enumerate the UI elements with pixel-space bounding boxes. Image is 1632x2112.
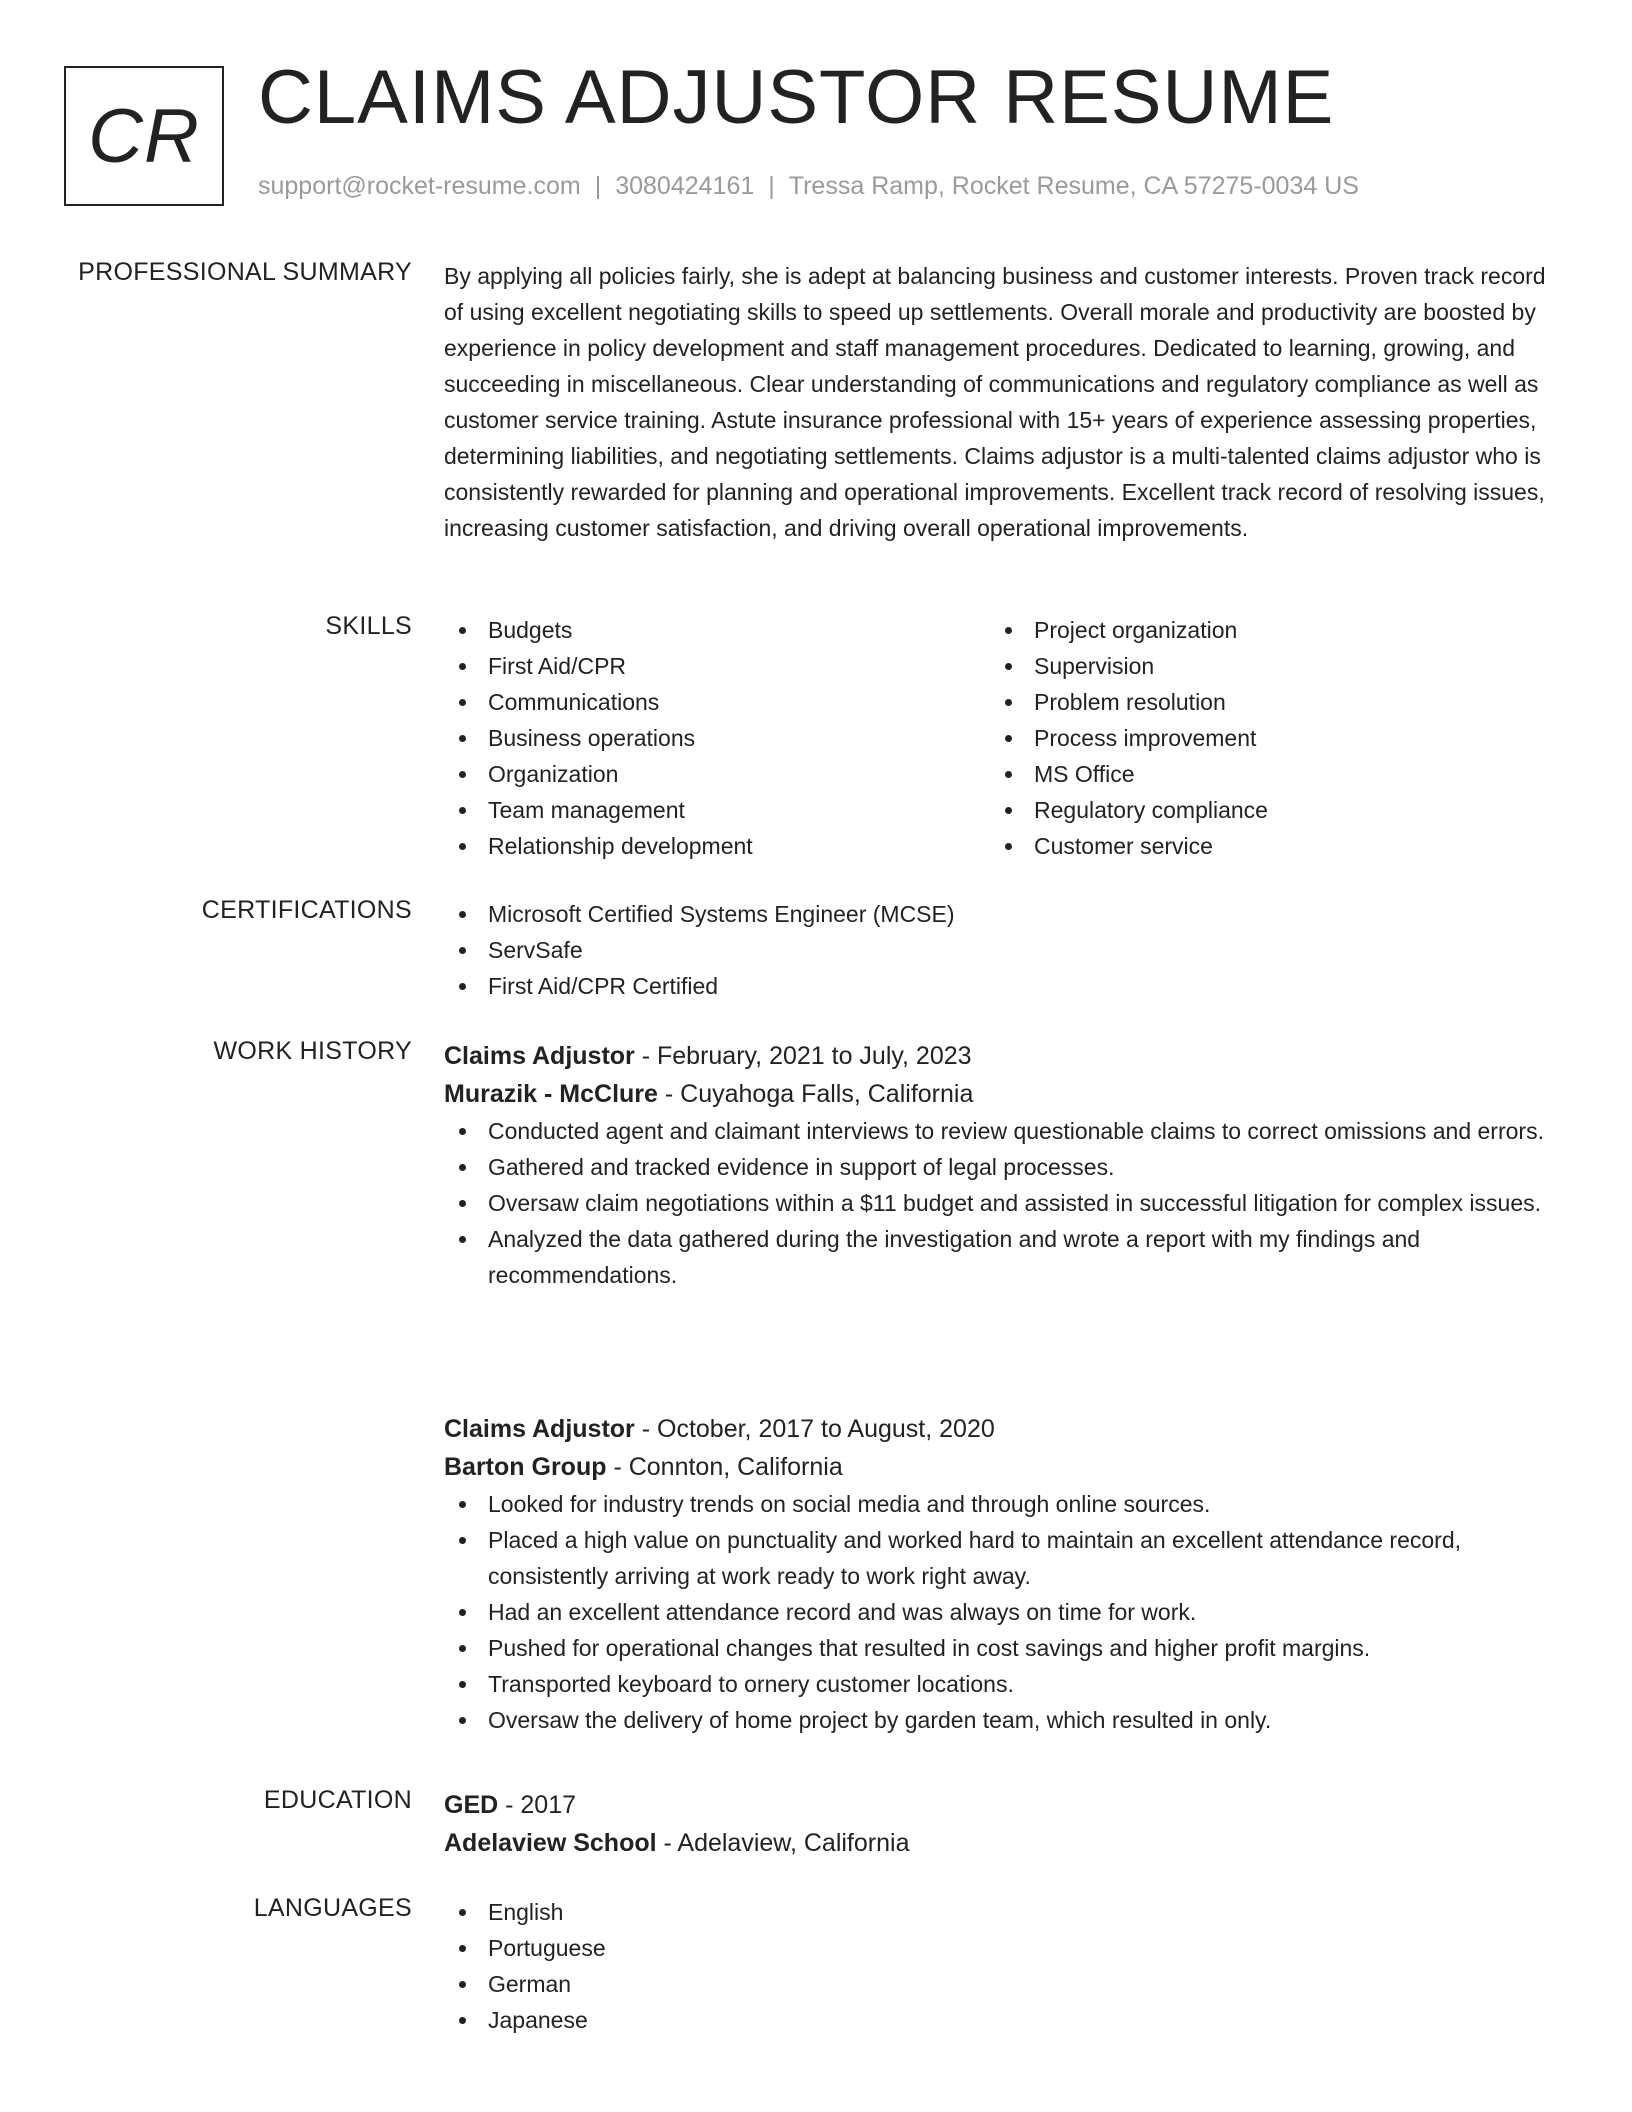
skill-item: Process improvement [990, 720, 1536, 756]
summary-text: By applying all policies fairly, she is adept at balancing business and customer interests. Proven track record of using excellent negotiating skills to speed up settlements. Overall morale and productivity are boosted by experience in policy development and staff management procedures. Dedicated to learning, growing, and succeeding in miscellaneous. Clear understanding of communications and regulatory compliance as well as customer service training. Astute insurance professional with 15+ years of experience assessing properties, determining liabilities, and negotiating settlements. Claims adjustor is a multi-talented claims adjustor who is consistently rewarded for planning and operational improvements. Excellent track record of resolving issues, increasing customer satisfaction, and driving overall operational improvements. [444, 263, 1546, 541]
section-label-education: EDUCATION [263, 1786, 412, 1814]
skill-item: Communications [444, 684, 990, 720]
language-item: English [444, 1894, 1556, 1930]
job-duty-item: Oversaw the delivery of home project by garden team, which resulted in only. [444, 1702, 1556, 1738]
job-duty-item: Transported keyboard to ornery customer locations. [444, 1666, 1556, 1702]
job-title-line [444, 1037, 1556, 1075]
skills-column-left [444, 612, 990, 864]
work-history-body [444, 1037, 1556, 1293]
skills-body [444, 612, 1556, 864]
job-duty-item: Oversaw claim negotiations within a $11 budget and assisted in successful litigation for complex issues. [444, 1185, 1556, 1221]
skills-column-right [990, 612, 1536, 864]
section-label-skills: SKILLS [325, 612, 412, 640]
skill-item: Organization [444, 756, 990, 792]
degree-line [444, 1786, 1556, 1824]
job-company: Murazik - McClure [444, 1080, 658, 1108]
job-company-line [444, 1075, 1556, 1113]
job-location: - Cuyahoga Falls, California [657, 1080, 974, 1108]
skill-item: Project organization [990, 612, 1536, 648]
job-title-line [444, 1410, 1556, 1448]
skill-item: Customer service [990, 828, 1536, 864]
address: Tressa Ramp, Rocket Resume, CA 57275-0034 US [788, 172, 1359, 200]
job-duties [444, 1113, 1556, 1293]
section-label-languages: LANGUAGES [253, 1894, 412, 1922]
school-location: - Adelaview, California [656, 1829, 910, 1857]
contact-separator: | [768, 172, 775, 200]
certification-item: Microsoft Certified Systems Engineer (MCSE) [444, 896, 1556, 932]
job-entry [444, 1037, 1556, 1293]
contact-line [258, 172, 1359, 201]
degree-year: - 2017 [498, 1791, 577, 1819]
language-item: German [444, 1966, 1556, 2002]
job-duty-item: Conducted agent and claimant interviews to review questionable claims to correct omissions and errors. [444, 1113, 1556, 1149]
skill-item: Business operations [444, 720, 990, 756]
skill-item: Supervision [990, 648, 1536, 684]
job-entry [444, 1410, 1556, 1738]
skill-item: First Aid/CPR [444, 648, 990, 684]
skill-item: Relationship development [444, 828, 990, 864]
language-item: Portuguese [444, 1930, 1556, 1966]
certification-item: First Aid/CPR Certified [444, 968, 1556, 1004]
email-link[interactable]: support@rocket-resume.com [258, 172, 581, 200]
languages-body [444, 1894, 1556, 2038]
education-body [444, 1786, 1556, 1862]
job-location: - Connton, California [606, 1453, 843, 1481]
phone-number: 3080424161 [615, 172, 755, 200]
section-label-summary: PROFESSIONAL SUMMARY [78, 258, 412, 286]
job-company-line [444, 1448, 1556, 1486]
school-line [444, 1824, 1556, 1862]
skill-item: MS Office [990, 756, 1536, 792]
contact-separator: | [594, 172, 602, 200]
skill-item: Budgets [444, 612, 990, 648]
certification-item: ServSafe [444, 932, 1556, 968]
work-history-body-2 [444, 1410, 1556, 1738]
certifications-body [444, 896, 1556, 1004]
job-title: Claims Adjustor [444, 1415, 635, 1443]
skill-item: Regulatory compliance [990, 792, 1536, 828]
section-label-certifications: CERTIFICATIONS [201, 896, 412, 924]
degree: GED [444, 1791, 499, 1819]
language-item: Japanese [444, 2002, 1556, 2038]
school-name: Adelaview School [444, 1829, 657, 1857]
section-label-work-history: WORK HISTORY [213, 1037, 412, 1065]
job-duties [444, 1486, 1556, 1738]
skill-item: Problem resolution [990, 684, 1536, 720]
job-title: Claims Adjustor [444, 1042, 635, 1070]
job-dates: - February, 2021 to July, 2023 [634, 1042, 972, 1070]
resume-title: CLAIMS ADJUSTOR RESUME [258, 55, 1335, 140]
summary-body [444, 258, 1556, 546]
job-duty-item: Analyzed the data gathered during the investigation and wrote a report with my findings and recommendations. [444, 1221, 1556, 1293]
job-duty-item: Pushed for operational changes that resulted in cost savings and higher profit margins. [444, 1630, 1556, 1666]
job-dates: - October, 2017 to August, 2020 [634, 1415, 995, 1443]
skill-item: Team management [444, 792, 990, 828]
job-company: Barton Group [444, 1453, 607, 1481]
monogram-badge: CR [64, 66, 224, 206]
job-duty-item: Gathered and tracked evidence in support of legal processes. [444, 1149, 1556, 1185]
job-duty-item: Looked for industry trends on social media and through online sources. [444, 1486, 1556, 1522]
job-duty-item: Placed a high value on punctuality and worked hard to maintain an excellent attendance record, consistently arriving at work ready to work right away. [444, 1522, 1556, 1594]
job-duty-item: Had an excellent attendance record and was always on time for work. [444, 1594, 1556, 1630]
